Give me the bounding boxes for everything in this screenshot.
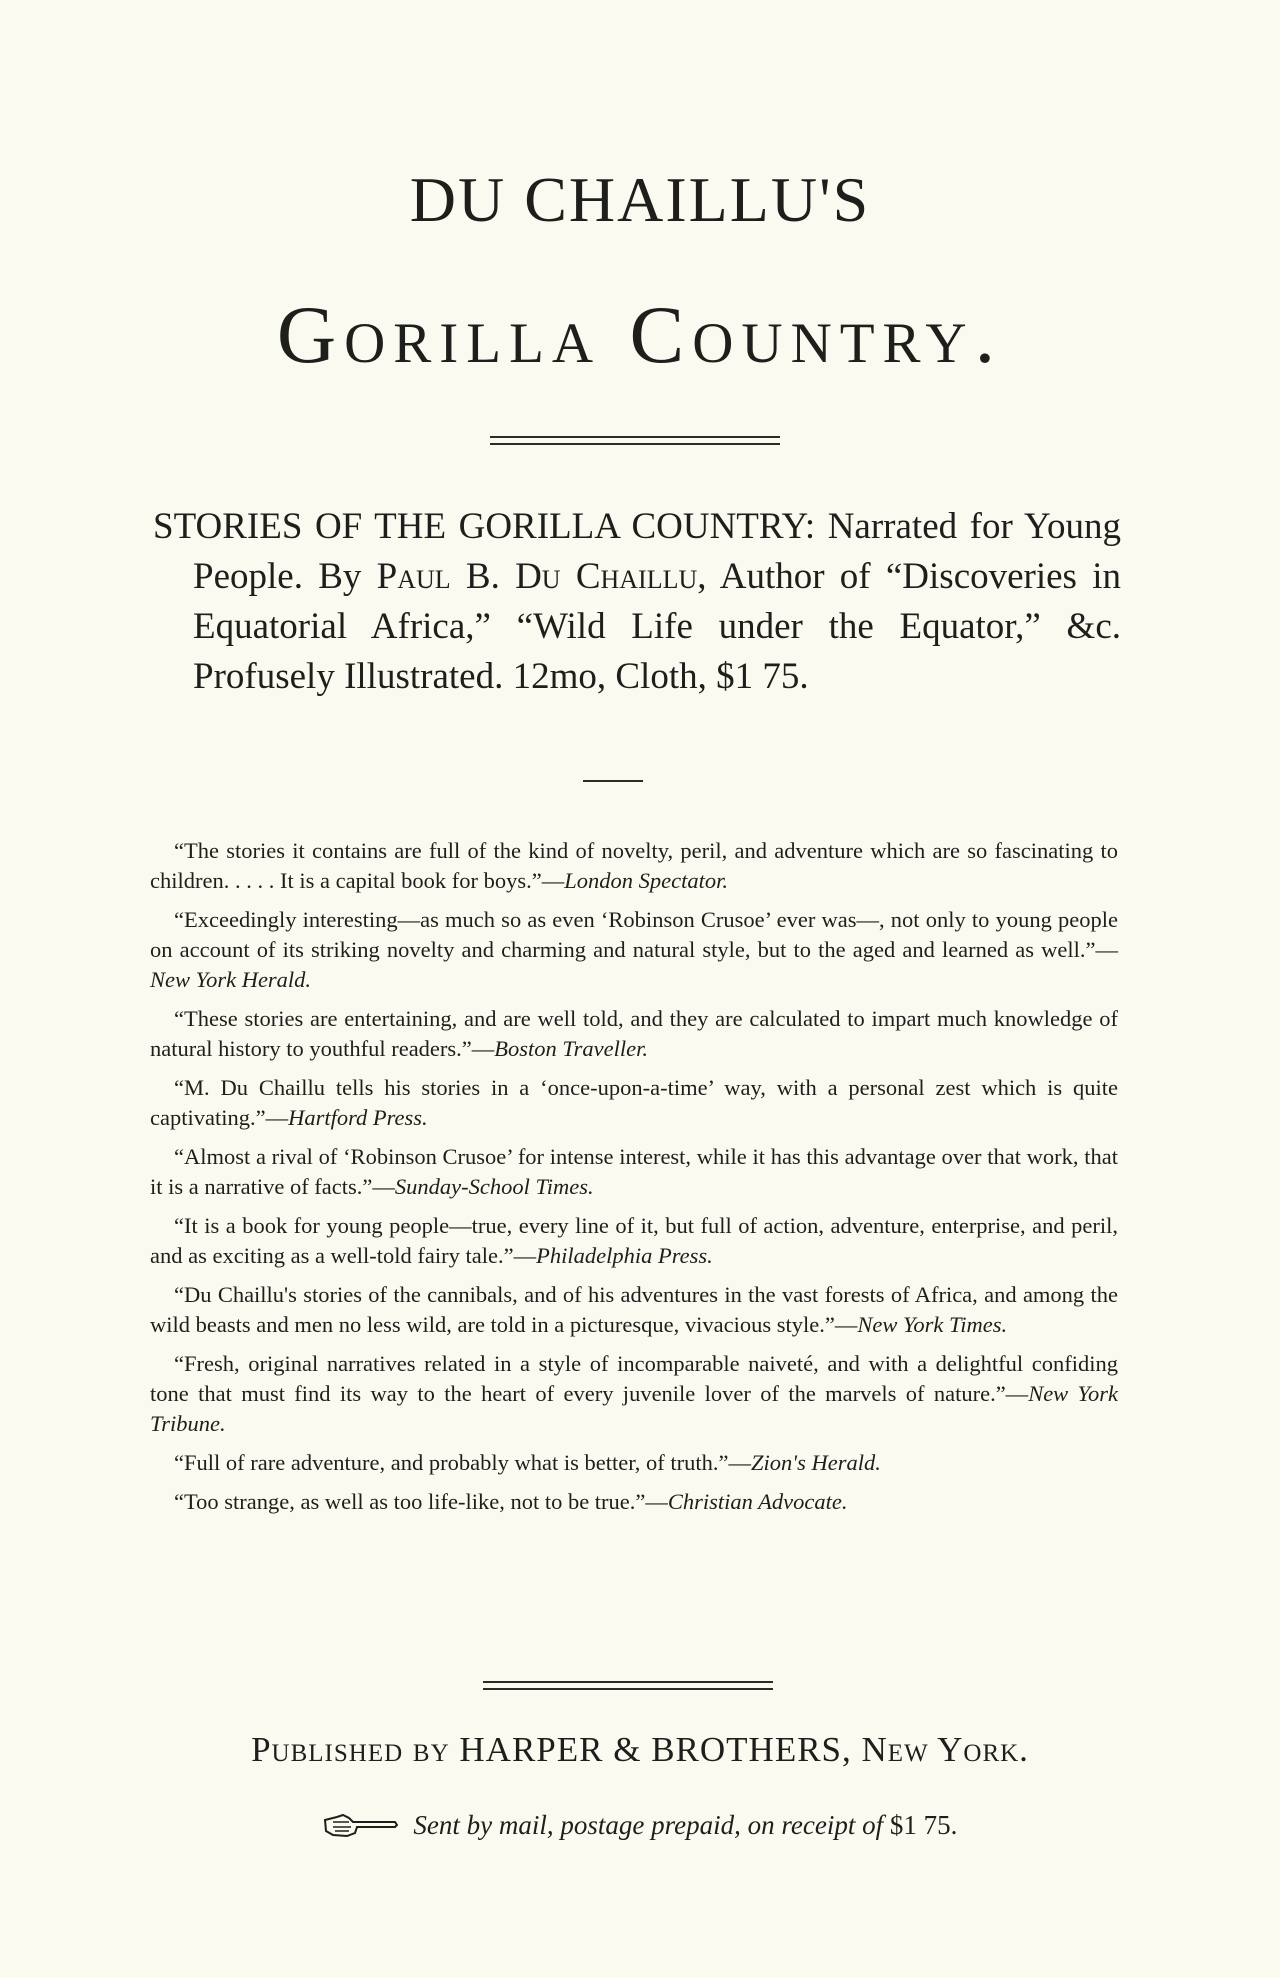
blurb-part-1: Narrated for Young People. By [193, 506, 1121, 597]
review-item: “M. Du Chaillu tells his stories in a ‘once-upon-a-time’ way, with a personal zest which is quite captivating.”—Hartford Press. [150, 1075, 1118, 1130]
review-source: Hartford Press. [288, 1105, 428, 1130]
pointing-hand-icon [323, 1812, 399, 1838]
review-item: “Almost a rival of ‘Robinson Crusoe’ for intense interest, while it has this advantage over that work, that it is a narrative of facts.”—Sunday-School Times. [150, 1144, 1118, 1199]
review-item: “It is a book for young people—true, every line of it, but full of action, adventure, enterprise, and peril, and as exciting as a well-told fairy tale.”—Philadelphia Press. [150, 1213, 1118, 1268]
review-item: “Full of rare adventure, and probably what is better, of truth.”—Zion's Herald. [174, 1450, 881, 1475]
review-source: New York Herald. [150, 967, 312, 992]
review-source: Philadelphia Press. [536, 1243, 713, 1268]
book-description [153, 502, 1121, 702]
title-book: Gorilla Country. [276, 289, 1004, 380]
book-title: STORIES OF THE GORILLA COUNTRY: [153, 506, 816, 547]
publisher-prefix: Published by [251, 1730, 450, 1769]
blurb-part-2: , Author of “Discoveries in Equatorial Africa,” “Wild Life under the Equator,” &c. Profusely Illustrated. 12mo, Cloth, $1 75. [193, 556, 1121, 697]
review-source: New York Times. [857, 1312, 1008, 1337]
review-source: Sunday-School Times. [394, 1174, 594, 1199]
review-item: “Du Chaillu's stories of the cannibals, and of his adventures in the vast forests of Africa, and among the wild beasts and men no less wild, are told in a picturesque, vivacious style.”—New York Times. [150, 1282, 1118, 1337]
review-item: “The stories it contains are full of the kind of novelty, peril, and adventure which are so fascinating to children. . . . . It is a capital book for boys.”—London Spectator. [150, 838, 1118, 893]
press-reviews [150, 836, 1118, 1526]
mail-note-text: Sent by mail, postage prepaid, on receipt of [413, 1810, 884, 1840]
book-author: Paul B. Du Chaillu [376, 556, 698, 597]
publisher-line [0, 1730, 1280, 1770]
review-source: New York Tribune. [150, 1381, 1118, 1436]
publisher-name: HARPER & BROTHERS, [459, 1730, 852, 1769]
review-source: London Spectator. [564, 868, 729, 893]
review-source: Boston Traveller. [494, 1036, 649, 1061]
mail-note-price: $1 75. [889, 1810, 958, 1840]
review-item: “Exceedingly interesting—as much so as even ‘Robinson Crusoe’ ever was—, not only to young people on account of its striking novelty and charming and natural style, but to the aged and learned as well.”—New York Herald. [150, 907, 1118, 992]
review-item: “Too strange, as well as too life-like, not to be true.”—Christian Advocate. [174, 1489, 848, 1514]
review-source: Christian Advocate. [667, 1489, 848, 1514]
review-item: “These stories are entertaining, and are well told, and they are calculated to impart much knowledge of natural history to youthful readers.”—Boston Traveller. [150, 1006, 1118, 1061]
short-rule [583, 780, 643, 782]
mail-note [0, 1810, 1280, 1841]
review-item: “Fresh, original narratives related in a style of incomparable naiveté, and with a delightful confiding tone that must find its way to the heart of every juvenile lover of the marvels of nature.”—New York Tribune. [150, 1351, 1118, 1436]
title-author: DU CHAILLU'S [409, 164, 871, 235]
publisher-city: New York. [861, 1730, 1029, 1769]
review-source: Zion's Herald. [751, 1450, 881, 1475]
